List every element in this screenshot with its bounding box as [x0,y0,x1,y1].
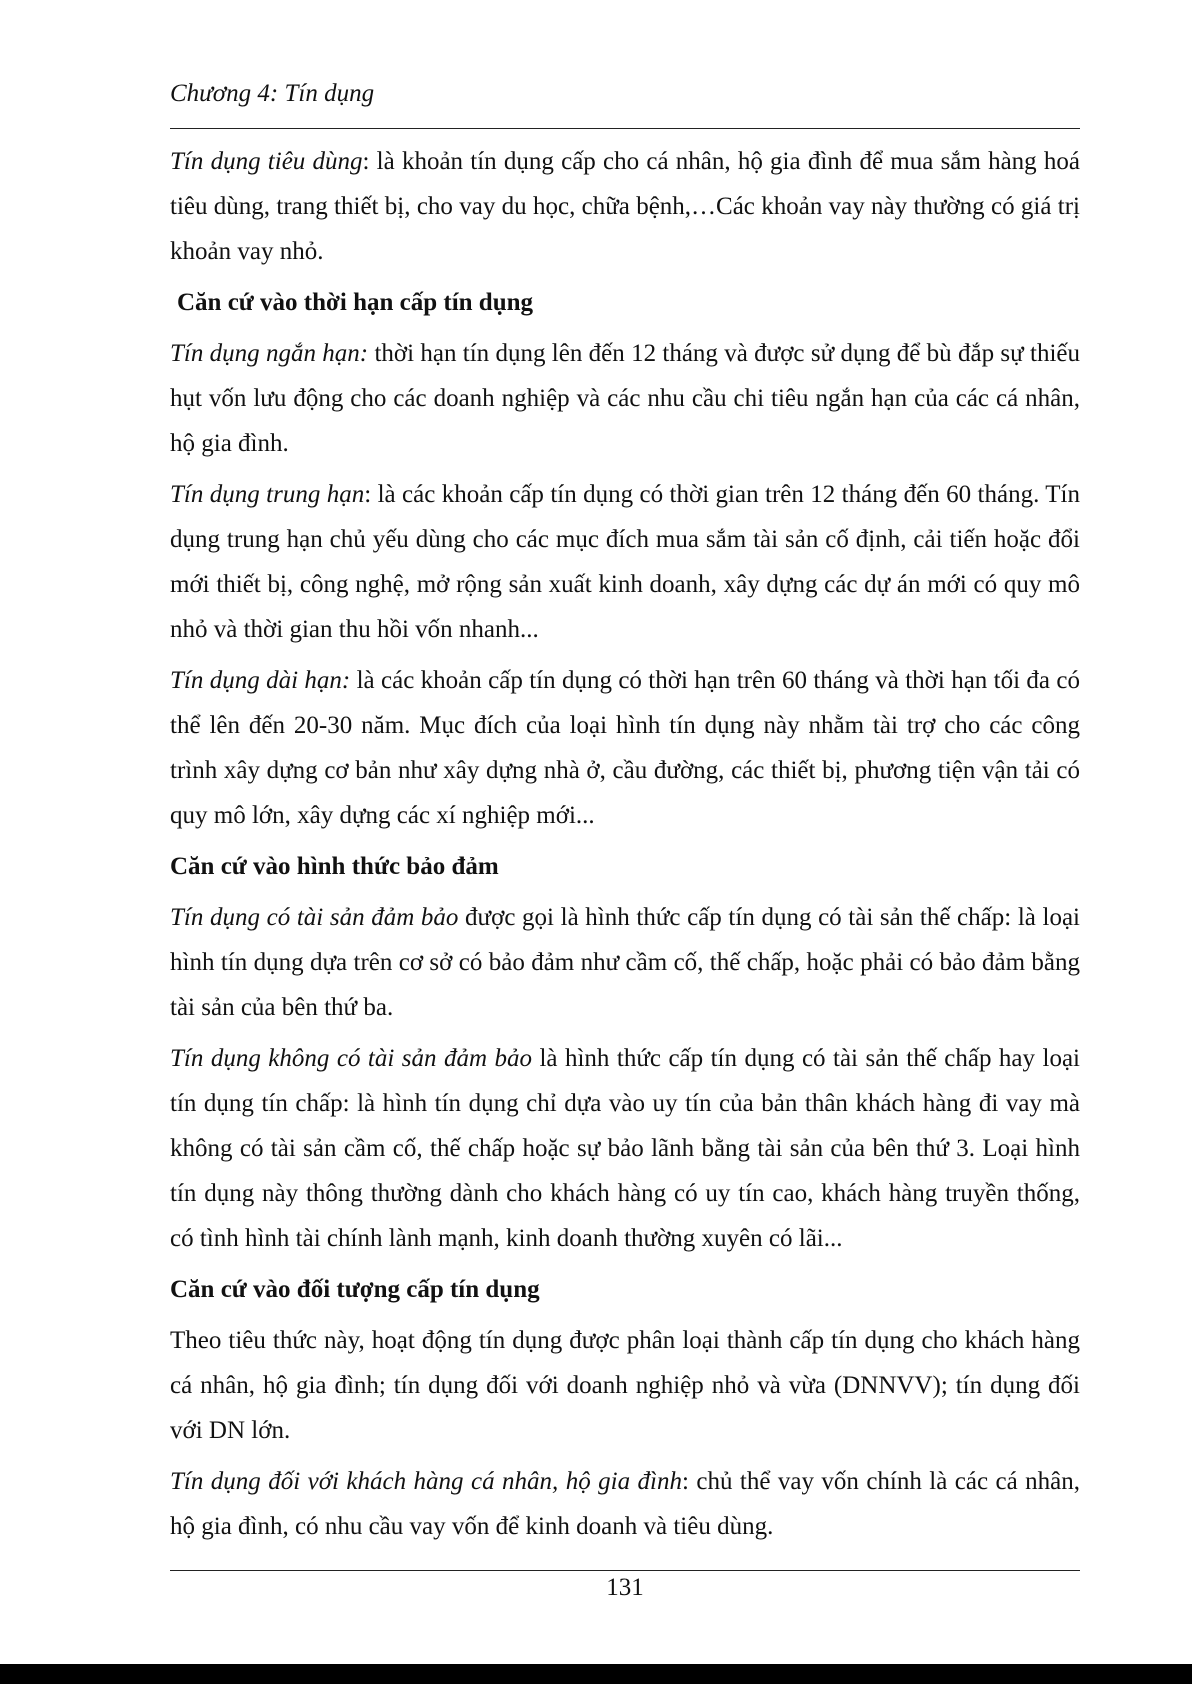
text-secured-credit: được gọi là hình thức cấp tín dụng có tài sản thế chấp: là loại hình tín dụng dựa trên cơ sở có bảo đảm như cầm cố, thế chấp, hoặc phải có bảo đảm bằng tài sản của bên thứ ba. [170,904,1080,1021]
paragraph-individual-credit [170,1459,1080,1549]
running-header: Chương 4: Tín dụng [170,80,375,107]
text-consumer-credit: : là khoản tín dụng cấp cho cá nhân, hộ gia đình để mua sắm hàng hoá tiêu dùng, trang thiết bị, cho vay du học, chữa bệnh,…Các khoản vay này thường có giá trị khoản vay nhỏ. [170,148,1080,265]
header-rule [170,128,1080,129]
page-number: 131 [606,1574,644,1601]
text-medium-term-credit: : là các khoản cấp tín dụng có thời gian trên 12 tháng đến 60 tháng. Tín dụng trung hạn chủ yếu dùng cho các mục đích mua sắm tài sản cố định, cải tiến hoặc đổi mới thiết bị, công nghệ, mở rộng sản xuất kinh doanh, xây dựng các dự án mới có quy mô nhỏ và thời gian thu hồi vốn nhanh... [170,481,1080,643]
term-individual-credit: Tín dụng đối với khách hàng cá nhân, hộ gia đình [170,1468,682,1495]
paragraph-classification [170,1318,1080,1453]
heading-credit-term: Căn cứ vào thời hạn cấp tín dụng [177,289,534,316]
paragraph-long-term-credit [170,658,1080,838]
body-text [170,139,1080,1549]
text-classification: Theo tiêu thức này, hoạt động tín dụng được phân loại thành cấp tín dụng cho khách hàng cá nhân, hộ gia đình; tín dụng đối với doanh nghiệp nhỏ và vừa (DNNVV); tín dụng đối với DN lớn. [170,1327,1080,1444]
text-unsecured-credit: là hình thức cấp tín dụng có tài sản thế chấp hay loại tín dụng tín chấp: là hình tín dụng chỉ dựa vào uy tín của bản thân khách hàng đi vay mà không có tài sản cầm cố, thế chấp hoặc sự bảo lãnh bằng tài sản của bên thứ 3. Loại hình tín dụng này thông thường dành cho khách hàng có uy tín cao, khách hàng truyền thống, có tình hình tài chính lành mạnh, kinh doanh thường xuyên có lãi... [170,1045,1080,1252]
text-short-term-credit: thời hạn tín dụng lên đến 12 tháng và được sử dụng để bù đắp sự thiếu hụt vốn lưu động cho các doanh nghiệp và các nhu cầu chi tiêu ngắn hạn của các cá nhân, hộ gia đình. [170,340,1080,457]
heading-borrower-type: Căn cứ vào đối tượng cấp tín dụng [170,1276,540,1303]
paragraph-consumer-credit [170,139,1080,274]
term-unsecured-credit: Tín dụng không có tài sản đảm bảo [170,1045,532,1072]
term-consumer-credit: Tín dụng tiêu dùng [170,148,363,175]
paragraph-short-term-credit [170,331,1080,466]
term-short-term-credit: Tín dụng ngắn hạn: [170,340,369,367]
text-long-term-credit: là các khoản cấp tín dụng có thời hạn trên 60 tháng và thời hạn tối đa có thể lên đến 20-30 năm. Mục đích của loại hình tín dụng này nhằm tài trợ cho các công trình xây dựng cơ bản như xây dựng nhà ở, cầu đường, các thiết bị, phương tiện vận tải có quy mô lớn, xây dựng các xí nghiệp mới... [170,667,1080,829]
heading-collateral: Căn cứ vào hình thức bảo đảm [170,853,499,880]
paragraph-medium-term-credit [170,472,1080,652]
text-individual-credit: : chủ thể vay vốn chính là các cá nhân, hộ gia đình, có nhu cầu vay vốn để kinh doanh và tiêu dùng. [170,1468,1080,1540]
document-page [170,0,1080,1684]
footer-rule [170,1570,1080,1571]
paragraph-unsecured-credit [170,1036,1080,1261]
term-long-term-credit: Tín dụng dài hạn: [170,667,351,694]
term-secured-credit: Tín dụng có tài sản đảm bảo [170,904,459,931]
bottom-border [0,1664,1192,1684]
paragraph-secured-credit [170,895,1080,1030]
term-medium-term-credit: Tín dụng trung hạn [170,481,365,508]
